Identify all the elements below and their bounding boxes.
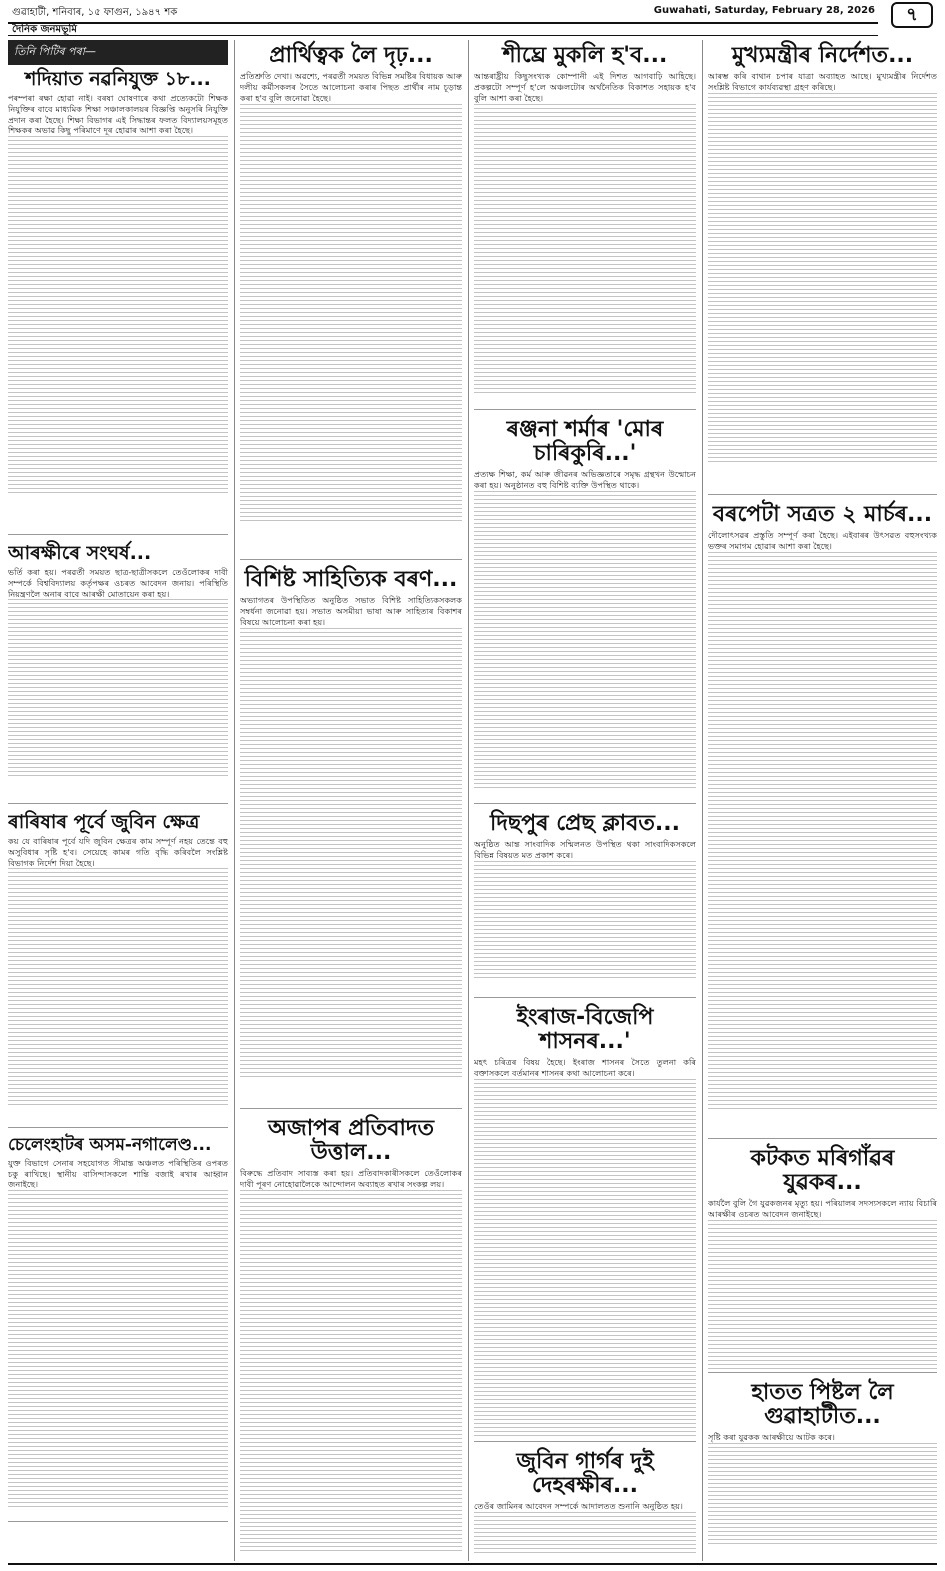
column-2 [240, 40, 462, 1560]
headline: বৰপেটা সত্ৰত ২ মাৰ্চৰ... [712, 502, 933, 527]
continued-kicker: তিনি পিটিৰ পৰা— [8, 40, 228, 65]
headline: বিশিষ্ট সাহিত্যিক বৰণ... [244, 567, 458, 592]
article-2 [240, 564, 462, 1109]
text-lines [240, 1190, 462, 1553]
column-rule [234, 40, 235, 1561]
article-body: মহৎ চৰিত্ৰৰ বিষয় হৈছে। ইংৰাজ শাসনৰ সৈতে তুলনা কৰি বক্তাসকলে বৰ্তমানৰ শাসনৰ কথা আলোচনা কৰে। [474, 1057, 696, 1079]
text-lines [474, 104, 696, 394]
headline: আৰক্ষীৰে সংঘৰ্ষ... [8, 542, 152, 564]
text-lines [8, 868, 228, 1108]
dateline-english: Guwahati, Saturday, February 28, 2026 [653, 5, 875, 16]
text-lines [240, 104, 462, 524]
headline: অজাপৰ প্ৰতিবাদত উত্তাল... [267, 1116, 434, 1166]
article-body: যুক্ত বিভাগে সেনাৰ সহযোগত সীমান্ত অঞ্চলত পৰিস্থিতিৰ ওপৰত চকু ৰাখিছে। স্থানীয় বাসিন্দাসকলে শান্তি বজাই ৰখাৰ আহ্বান জনাইছে। [8, 1157, 228, 1190]
article-5 [474, 1446, 696, 1556]
page-number: ৭ [891, 2, 933, 28]
article-body: পৰম্পৰা ৰক্ষা হোৱা নাই। বৰষা ঘোষণাৰে কথা প্ৰত্যেকটো শিক্ষক নিযুক্তিৰ বাবে মাধ্যমিক শিক্ষা সঞ্চালকালয়ৰ বিজ্ঞপ্তি অনুসৰি নিযুক্তি প্ৰদান কৰা হৈছে। শিক্ষা বিভাগৰ এই সিদ্ধান্তৰ ফলত বিদ্যালয়সমূহত শিক্ষকৰ অভাৱ কিছু পৰিমাণে দূৰ হোৱাৰ আশা কৰা হৈছে। [8, 92, 228, 136]
text-lines [474, 1079, 696, 1439]
headline: ইংৰাজ-বিজেপি শাসনৰ...' [516, 1005, 654, 1055]
headline: হাতত পিষ্টল লৈ গুৱাহাটীত... [751, 1380, 894, 1430]
headline: ৰঞ্জনা শৰ্মাৰ 'মোৰ চাৰিকুৰি...' [506, 417, 664, 467]
headline: দিছপুৰ প্ৰেছ ক্লাবত... [490, 811, 680, 836]
text-lines [474, 1512, 696, 1556]
article-body: বিৰুদ্ধে প্ৰতিবাদ সাব্যস্ত কৰা হয়। প্ৰতিবাদকাৰীসকলে তেওঁলোকৰ দাবী পূৰণ নোহোৱালৈকে আন্দোলন অব্যাহত ৰখাৰ সংকল্প লয়। [240, 1168, 462, 1190]
text-lines [8, 1190, 228, 1510]
article-1 [240, 40, 462, 560]
column-3 [474, 40, 696, 1560]
column-1 [8, 40, 228, 1560]
text-lines [708, 552, 937, 1112]
article-3 [8, 808, 228, 1128]
headline: শদিয়াত নৱনিযুক্ত ১৮... [25, 68, 211, 90]
article-2 [8, 539, 228, 804]
headline: ৰাৰিষাৰ পূৰ্বে জুবিন ক্ষেত্ৰ [8, 811, 200, 833]
headline: প্ৰাৰ্থিত্বক লৈ দৃঢ়... [269, 43, 433, 68]
article-1 [474, 40, 696, 410]
article-body: অনুষ্ঠিত আন্ত সাংবাদিক সন্মিলনত উপস্থিত থকা সাংবাদিকসকলে বিভিন্ন বিষয়ত মত প্ৰকাশ কৰে। [474, 839, 696, 861]
dateline-assamese: গুৱাহাটী, শনিবাৰ, ১৫ ফাগুন, ১৯৪৭ শক [12, 7, 178, 18]
column-4 [708, 40, 937, 1560]
article-body: ভৰ্তি কৰা হয়। পৰৱৰ্তী সময়ত ছাত্ৰ-ছাত্ৰীসকলে তেওঁলোকৰ দাবী সম্পৰ্কে বিশ্ববিদ্যালয় কৰ্তৃপক্ষৰ ওচৰত আবেদন জনায়। পৰিস্থিতি নিয়ন্ত্ৰণলৈ অনাৰ বাবে আৰক্ষী মোতায়েন কৰা হয়। [8, 566, 228, 599]
article-body: প্ৰতিশ্ৰুতি দেখা। অৱশ্যে, পৰৱৰ্তী সময়ত বিভিন্ন সমষ্টিৰ বিধায়ক আৰু দলীয় কৰ্মীসকলৰ সৈতে আলোচনা কৰাৰ পিছত প্ৰাৰ্থীৰ নাম চূড়ান্ত কৰা হ'ব বুলি জনোৱা হৈছে। [240, 71, 462, 103]
article-body: আৰম্ভ কৰি বাথান চপাৰ যাত্ৰা অব্যাহত আছে। মুখ্যমন্ত্ৰীৰ নিৰ্দেশত সংশ্লিষ্ট বিভাগে কাৰ্যব্যৱস্থা গ্ৰহণ কৰিছে। [708, 71, 937, 93]
article-3 [708, 1143, 937, 1373]
article-2 [474, 414, 696, 804]
text-lines [240, 628, 462, 1078]
article-1 [8, 65, 228, 535]
headline: শীঘ্ৰে মুকলি হ'ব... [502, 43, 668, 68]
text-lines [708, 1220, 937, 1373]
article-2 [708, 499, 937, 1139]
article-body: কয় যে বাৰিষাৰ পূৰ্বে যদি জুবিন ক্ষেত্ৰৰ কাম সম্পূৰ্ণ নহয় তেন্তে বহু অসুবিধাৰ সৃষ্টি হ'ব। সেয়েহে কামৰ গতি বৃদ্ধি কৰিবলৈ সংশ্লিষ্ট বিভাগক নিৰ্দেশ দিয়া হৈছে। [8, 835, 228, 868]
article-body: আন্তৰাষ্ট্ৰীয় কিছুসংখ্যক কোম্পানী এই দিশত আগবাঢ়ি আহিছে। প্ৰকল্পটো সম্পূৰ্ণ হ'লে অঞ্চলটোৰ অৰ্থনৈতিক বিকাশত সহায়ক হ'ব বুলি আশা কৰা হৈছে। [474, 71, 696, 103]
headline: জুবিন গাৰ্গৰ দুই দেহৰক্ষীৰ... [516, 1449, 654, 1499]
article-4 [708, 1377, 937, 1547]
text-lines [474, 491, 696, 791]
column-rule [468, 40, 469, 1561]
headline: মুখ্যমন্ত্ৰীৰ নিৰ্দেশত... [731, 43, 914, 68]
article-1 [708, 40, 937, 495]
article-4 [474, 1002, 696, 1442]
text-lines [8, 136, 228, 496]
article-4 [8, 1132, 228, 1522]
text-lines [8, 599, 228, 779]
dateline [0, 0, 945, 22]
headline: কটকত মৰিগাঁৱৰ যুৱকৰ... [750, 1146, 895, 1196]
article-body: কাৰ্যলৈ বুলি গৈ যুৱকজনৰ মৃত্যু হয়। পৰিয়ালৰ সদস্যসকলে ন্যায় বিচাৰি আৰক্ষীৰ ওচৰত আবেদন জনাইছে। [708, 1198, 937, 1220]
column-rule [702, 40, 703, 1561]
article-body: অভ্যাগতৰ উপস্থিতিত অনুষ্ঠিত সভাত বিশিষ্ট সাহিত্যিকসকলক সম্বৰ্ধনা জনোৱা হয়। সভাত অসমীয়া ভাষা আৰু সাহিত্যৰ বিকাশৰ বিষয়ে আলোচনা কৰা হয়। [240, 595, 462, 627]
article-body: তেওঁৰ জামিনৰ আবেদন সম্পৰ্কে আদালতত শুনানি অনুষ্ঠিত হয়। [474, 1501, 683, 1512]
article-3 [474, 808, 696, 998]
headline: চেলেংহাটৰ অসম-নগালেণ্ড... [8, 1135, 212, 1155]
article-body: সৃষ্টি কৰা যুৱকক আৰক্ষীয়ে আটক কৰে। [708, 1432, 835, 1443]
article-3 [240, 1113, 462, 1553]
text-lines [708, 1443, 937, 1547]
article-body: প্ৰত্যক্ষ শিক্ষা, কৰ্ম আৰু জীৱনৰ অভিজ্ঞতাৰে সমৃদ্ধ গ্ৰন্থখন উন্মোচন কৰা হয়। অনুষ্ঠানত বহু বিশিষ্ট ব্যক্তি উপস্থিত থাকে। [474, 469, 696, 491]
masthead-brand: দৈনিক জনমভূমি [8, 22, 878, 36]
article-body: দৌলোৎসৱৰ প্ৰস্তুতি সম্পূৰ্ণ কৰা হৈছে। এইবাৰৰ উৎসৱত বহুসংখ্যক ভক্তৰ সমাগম হোৱাৰ আশা কৰা হৈছে। [708, 530, 937, 552]
text-lines [474, 861, 696, 981]
text-lines [708, 93, 937, 463]
bottom-rule [8, 1563, 937, 1565]
